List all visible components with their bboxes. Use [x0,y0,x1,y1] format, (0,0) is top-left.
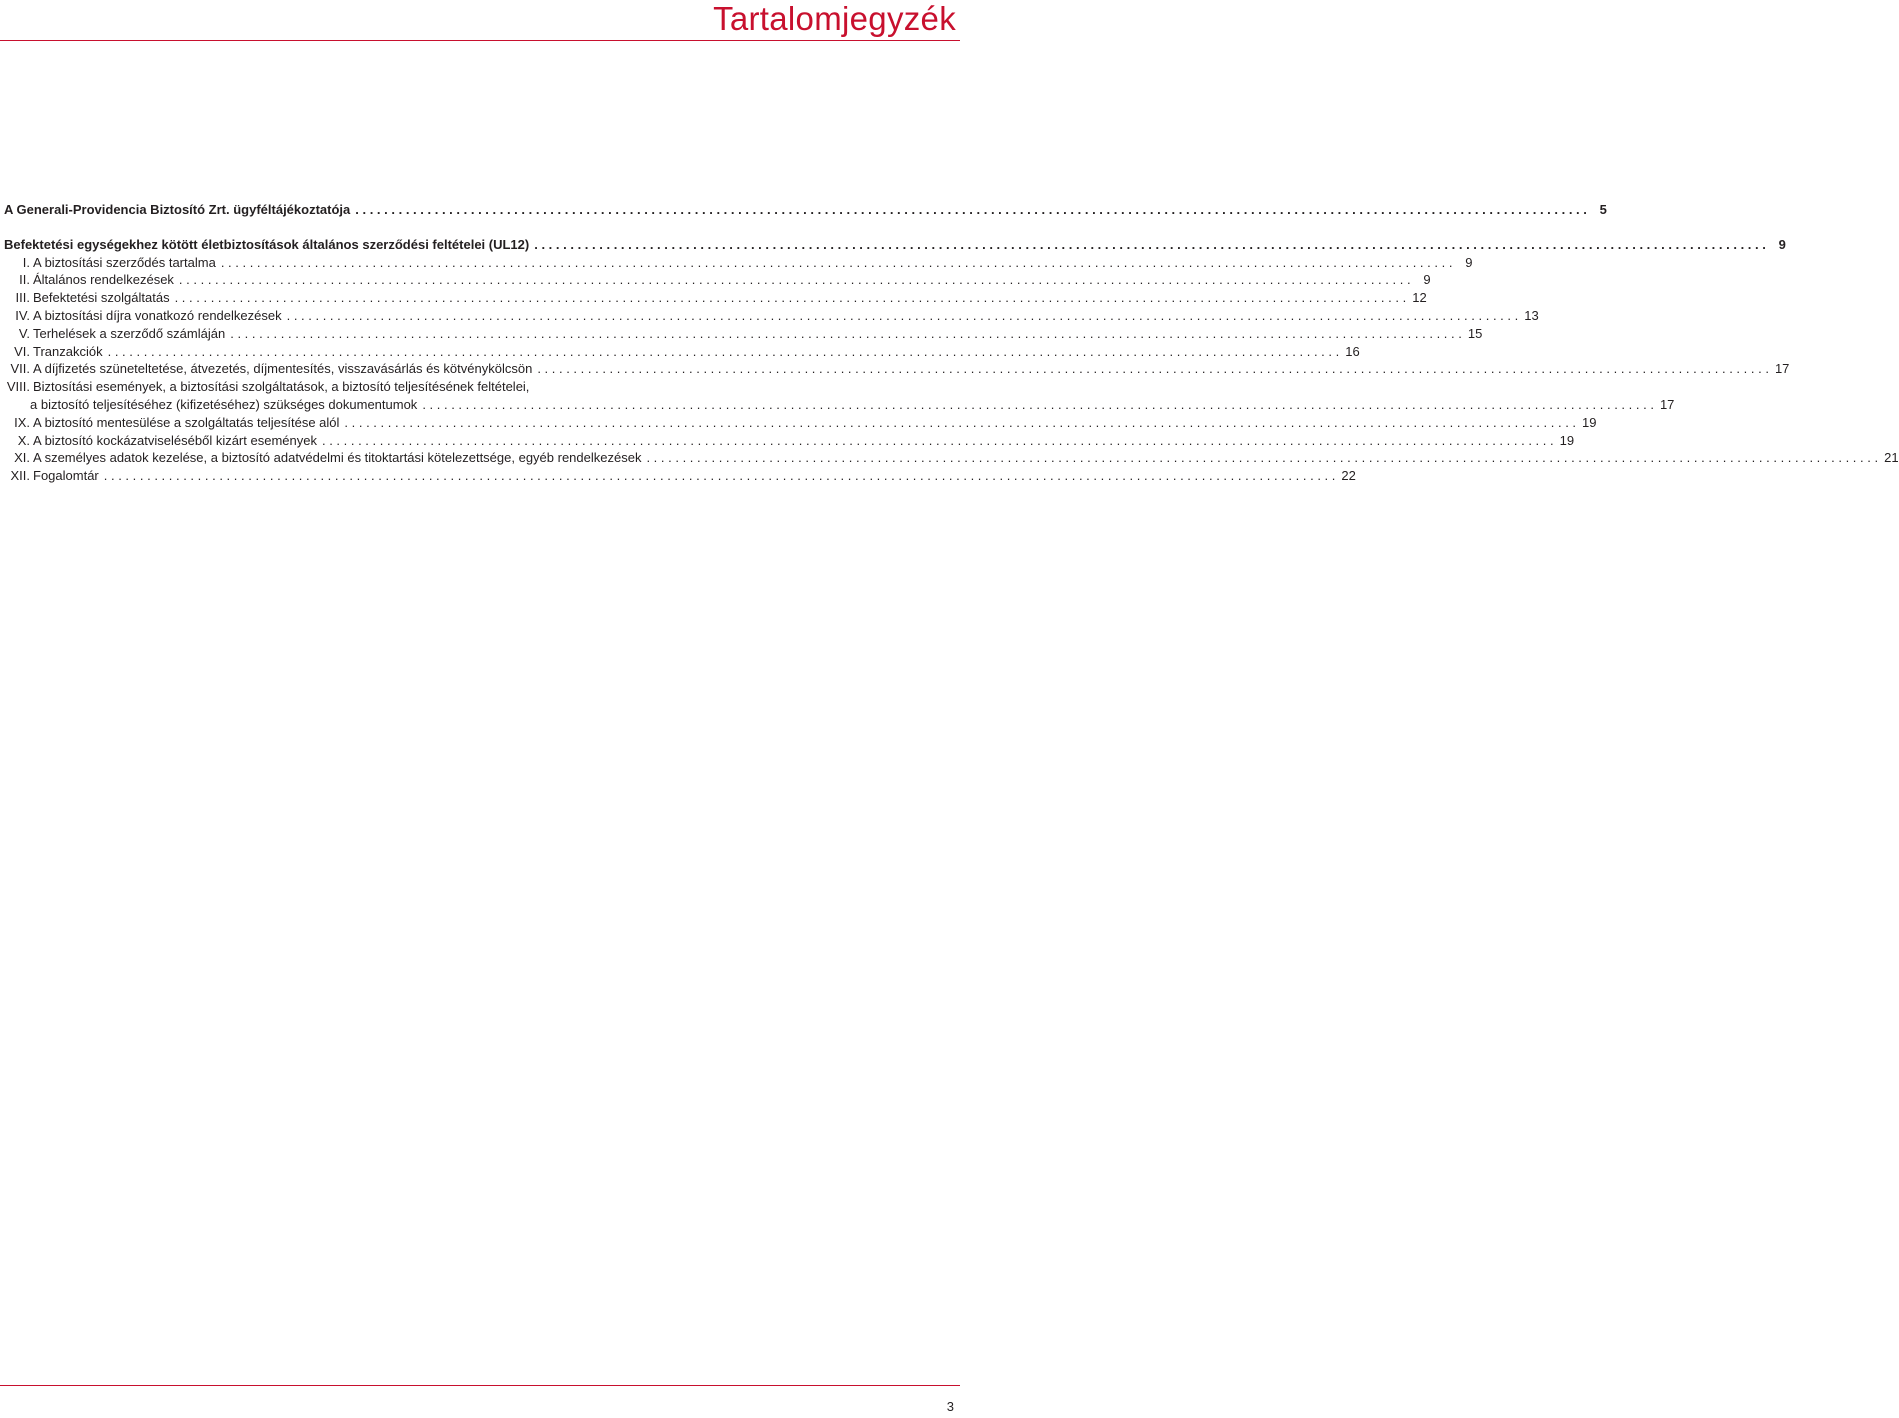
toc-entry-page: 17 [1659,396,1675,412]
toc-leader-dots [287,307,1519,325]
toc-entry-number: XI. [14,450,30,466]
toc-entry-page: 19 [1559,432,1575,448]
table-of-contents [4,201,1899,485]
toc-entry[interactable] [4,254,1473,272]
toc-entry-number: I. [22,254,30,270]
toc-entry-number: V. [18,325,30,341]
toc-entry-page: 12 [1412,290,1427,306]
toc-entry[interactable] [4,236,1786,254]
toc-entry-label: A személyes adatok kezelése, a biztosító adatvédelmi és titoktartási kötelezettsége, egyéb rendelkezések [33,450,642,466]
toc-leader-dots [104,467,1336,485]
toc-entry-label: A díjfizetés szüneteltetése, átvezetés, díjmentesítés, visszavásárlás és kötvénykölcsön [33,361,533,377]
toc-entry-label: Fogalomtár [33,468,99,484]
toc-leader-dots [108,343,1340,361]
toc-entry-page: 9 [1465,254,1473,270]
toc-entry[interactable] [4,432,1575,450]
toc-entry-page: 13 [1524,307,1539,323]
toc-entry-number: X. [17,432,30,448]
toc-entry[interactable] [4,271,1431,289]
toc-leader-dots [344,414,1576,432]
toc-entry-label: Általános rendelkezések [33,272,174,288]
toc-entry-page: 16 [1345,343,1360,359]
toc-entry-number: XII. [10,468,30,484]
toc-leader-dots [537,360,1769,378]
toc-entry-page: 15 [1467,325,1483,341]
toc-entry-label: A biztosítási díjra vonatkozó rendelkezések [33,307,282,323]
toc-entry-continuation[interactable] [4,396,1675,414]
toc-entry-number: III. [15,290,30,306]
toc-entry-number: IX. [14,414,30,430]
toc-leader-dots [534,236,1766,254]
toc-entry-page: 9 [1778,236,1786,252]
toc-entry[interactable] [4,307,1539,325]
toc-entry[interactable] [4,343,1360,361]
toc-entry-label: Tranzakciók [33,343,103,359]
toc-entry-page: 19 [1582,414,1597,430]
toc-entry-label: Befektetési szolgáltatás [33,290,170,306]
toc-leader-dots [221,254,1453,272]
toc-entry-page: 5 [1599,202,1607,217]
toc-entry-label: Biztosítási események, a biztosítási szolgáltatások, a biztosító teljesítésének feltételei, [33,379,530,395]
toc-entry-page: 22 [1341,468,1356,484]
toc-leader-dots [322,432,1554,450]
toc-entry-label-continued: a biztosító teljesítéséhez (kifizetéséhez) szükséges dokumentumok [30,396,418,412]
toc-entry[interactable] [4,289,1427,307]
toc-leader-dots [422,396,1654,414]
toc-entry-page: 17 [1774,361,1790,377]
page-title: Tartalomjegyzék [713,0,956,37]
page-number: 3 [946,1399,954,1414]
toc-entry-label: A biztosítási szerződés tartalma [33,254,216,270]
toc-entry-label: A Generali-Providencia Biztosító Zrt. ügyféltájékoztatója [4,202,351,217]
toc-entry-number: VII. [10,361,30,377]
toc-entry-number: IV. [15,307,30,323]
toc-entry-number: II. [19,272,30,288]
toc-entry-label: A biztosító kockázatviseléséből kizárt események [33,432,317,448]
toc-entry[interactable] [4,449,1899,467]
toc-entry-label: A biztosító mentesülése a szolgáltatás teljesítése alól [33,414,340,430]
toc-leader-dots [230,325,1462,343]
toc-leader-dots [355,201,1587,219]
toc-entry-label: Terhelések a szerződő számláján [33,325,226,341]
toc-entry[interactable] [4,467,1356,485]
toc-leader-dots [175,289,1407,307]
toc-entry[interactable] [4,325,1483,343]
toc-entry[interactable] [4,201,1607,219]
toc-entry-page: 21 [1884,450,1899,466]
footer-divider [0,1385,960,1386]
toc-entry-label: Befektetési egységekhez kötött életbiztosítások általános szerződési feltételei (UL12) [4,236,530,252]
toc-entry[interactable] [4,414,1597,432]
toc-entry-page: 9 [1423,272,1431,288]
toc-entry[interactable] [4,378,952,396]
toc-leader-dots [646,449,1878,467]
toc-entry[interactable] [4,360,1790,378]
toc-leader-dots [179,271,1411,289]
toc-entry-number: VIII. [6,379,30,395]
header-divider [0,40,960,41]
toc-entry-number: VI. [14,343,30,359]
